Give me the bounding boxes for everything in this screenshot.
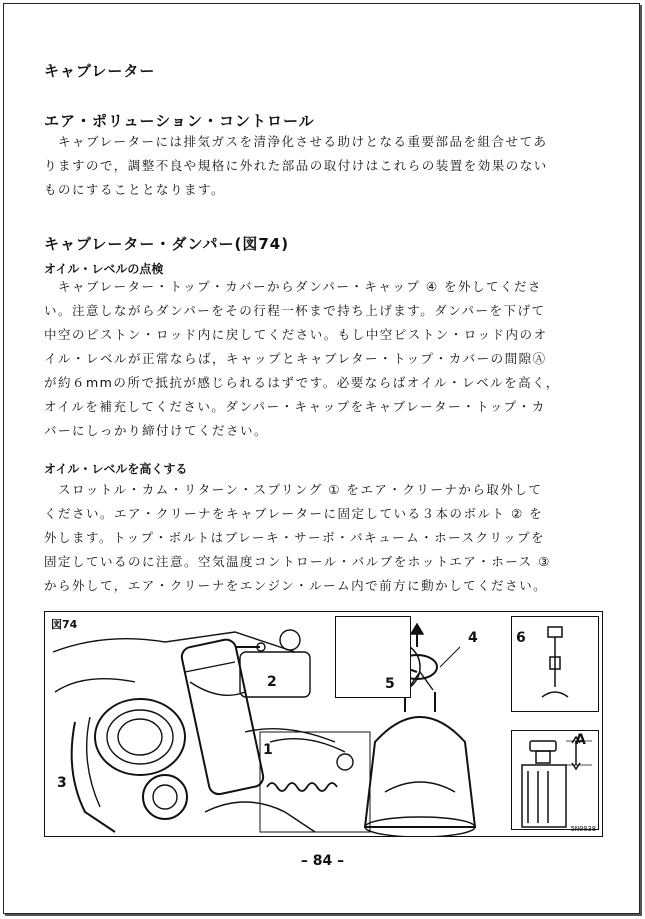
figure-74 <box>44 611 603 837</box>
text-line: 固定しているのに注意。空気温度コントロール・バルブをホットエア・ホース ③ <box>44 554 551 569</box>
text-line: い。注意しながらダンパーをその行程一杯まで持ち上げます。ダンパーを下げて <box>44 303 546 318</box>
heading-carburetor-damper: キャブレーター・ダンパー(図74) <box>44 235 290 253</box>
text-line: キャブレーター・トップ・カバーからダンパー・キャップ ④ を外してくださ <box>58 279 543 294</box>
callout-4: 4 <box>468 630 478 646</box>
text-line: キャブレーターには排気ガスを清浄化させる助けとなる重要部品を組合せてあ <box>58 134 548 149</box>
text-line: ものにすることとなります。 <box>44 182 226 197</box>
figure-code: 5N0038 <box>570 825 596 833</box>
heading-raise-oil-level: オイル・レベルを高くする <box>44 462 188 476</box>
text-line: が約６mmの所で抵抗が感じられるはずです。必要ならばオイル・レベルを高く， <box>44 375 560 390</box>
text-line: 外します。トップ・ボルトはブレーキ・サーボ・バキューム・ホースクリップを <box>44 530 546 545</box>
callout-6: 6 <box>516 630 526 646</box>
callout-a: A <box>575 732 586 748</box>
heading-carburetor: キャブレーター <box>44 62 156 80</box>
page-number: – 84 – <box>300 853 345 869</box>
text-line: バーにしっかり締付けてください。 <box>44 423 269 438</box>
measurement-icon <box>512 731 600 831</box>
text-line: から外して，エア・クリーナをエンジン・ルーム内で前方に動かしてください。 <box>44 578 548 593</box>
text-line: りますので，調整不良や規格に外れた部品の取付けはこれらの装置を効果のない <box>44 158 548 173</box>
text-line: スロットル・カム・リターン・スプリング ① をエア・クリーナから取外して <box>58 482 543 497</box>
heading-oil-level-check: オイル・レベルの点検 <box>44 262 164 276</box>
callout-1: 1 <box>263 742 273 758</box>
paragraph-oil-level-check <box>44 275 604 443</box>
paragraph-pollution <box>44 130 604 202</box>
callout-5: 5 <box>385 676 395 692</box>
callout-2: 2 <box>267 674 277 690</box>
oil-level-gauge-inset <box>335 616 411 698</box>
callout-3: 3 <box>57 775 67 791</box>
figure-label: 図74 <box>51 618 78 631</box>
paragraph-raise-oil-level <box>44 478 604 598</box>
heading-pollution-control: エア・ポリューション・コントロール <box>44 112 315 130</box>
text-line: イル・レベルが正常ならば，キャップとキャブレター・トップ・カバーの間隙Ⓐ <box>44 351 547 366</box>
text-line: ください。エア・クリーナをキャブレーターに固定している３本のボルト ② を <box>44 506 544 521</box>
text-line: 中空のピストン・ロッド内に戻してください。もし中空ピストン・ロッド内のオ <box>44 327 548 342</box>
text-line: オイルを補充してください。ダンパー・キャップをキャブレーター・トップ・カ <box>44 399 546 414</box>
